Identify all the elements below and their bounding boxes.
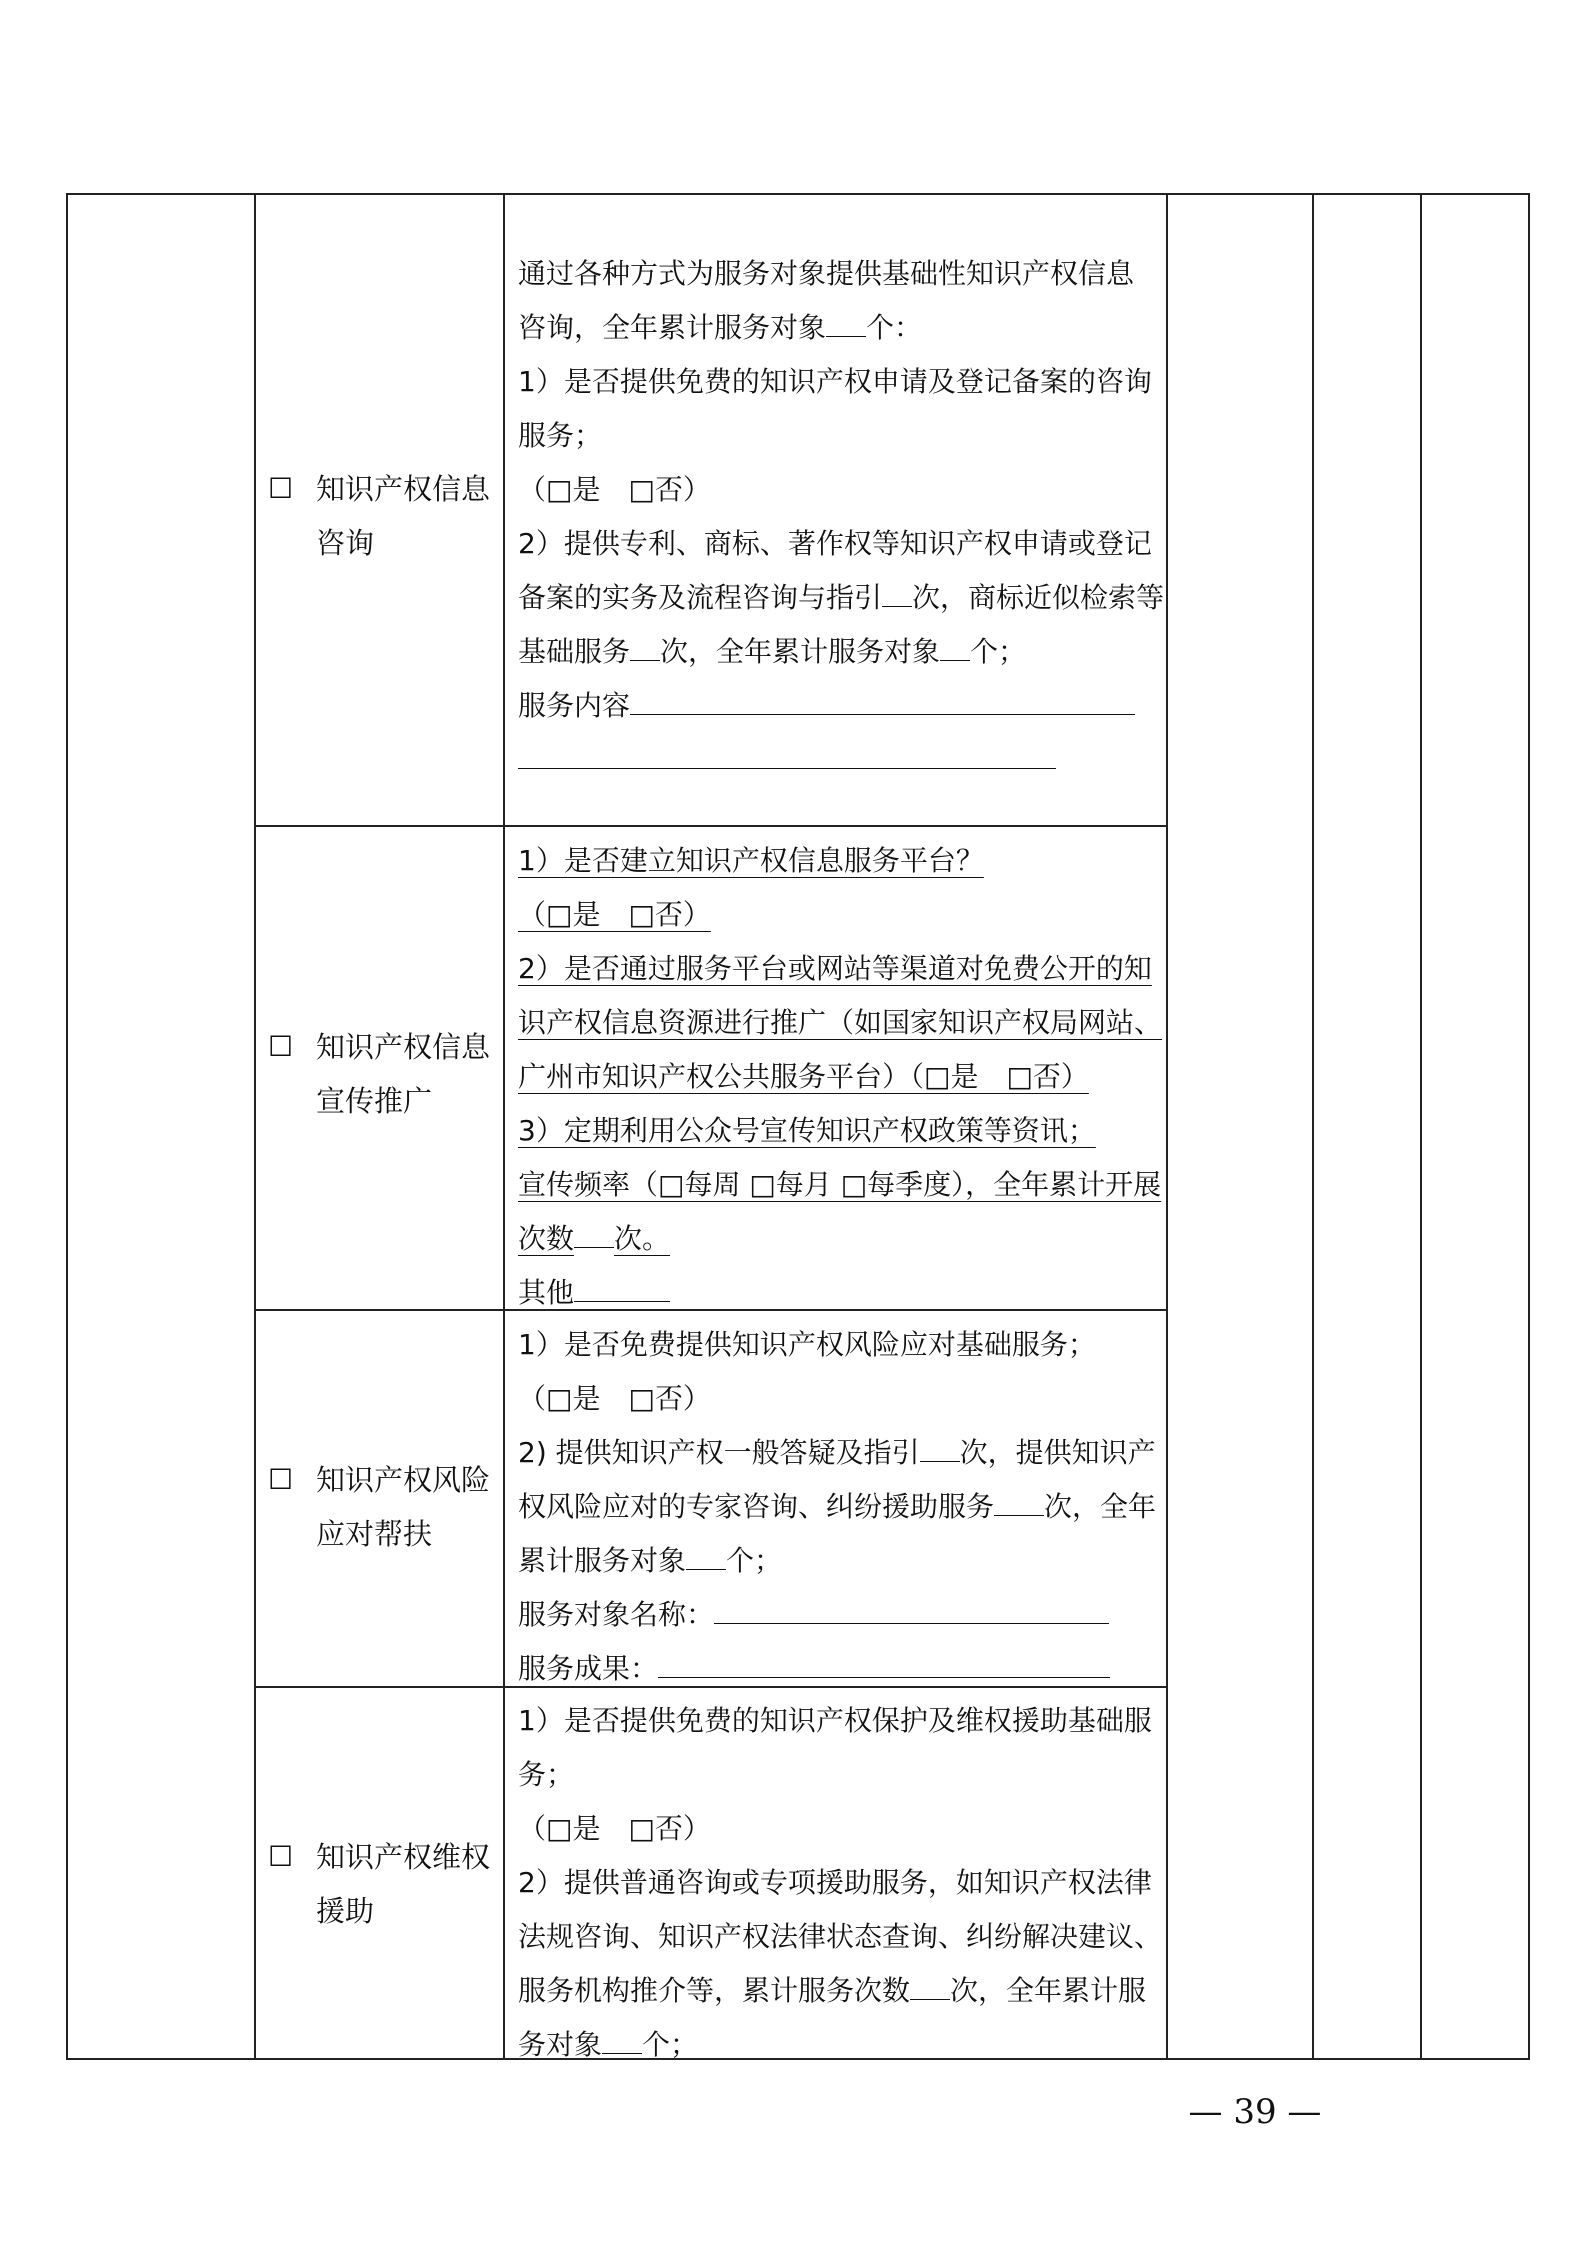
fill-blank[interactable] — [826, 302, 866, 337]
content-line: 基础服务 次，全年累计服务对象 个； — [518, 625, 1158, 679]
fill-blank[interactable] — [882, 572, 912, 607]
content-line: 备案的实务及流程咨询与指引 次，商标近似检索等 — [518, 571, 1158, 625]
category-label-line2: 宣传推广 — [316, 1084, 433, 1118]
content-line: 服务内容 — [518, 679, 1158, 733]
content-ip-rights-assistance — [518, 1694, 1163, 2072]
category-label-line2: 应对帮扶 — [316, 1517, 433, 1551]
content-line: 务对象 个； — [518, 2018, 1158, 2072]
fill-blank[interactable] — [574, 1213, 614, 1248]
service-result-blank[interactable] — [658, 1643, 1110, 1678]
service-target-name-blank[interactable] — [714, 1589, 1109, 1624]
content-line: 服务对象名称： — [518, 1588, 1158, 1642]
fill-blank[interactable] — [920, 1427, 960, 1462]
category-label-line1: 知识产权信息 — [316, 1030, 491, 1064]
content-line: （□是 □否） — [518, 473, 711, 506]
content-ip-info-promotion — [518, 834, 1163, 1320]
content-line: 3）定期利用公众号宣传知识产权政策等资讯； — [518, 1114, 1096, 1147]
page-number: — 39 — — [1188, 2092, 1322, 2132]
category-ip-info-promotion — [268, 1020, 498, 1128]
fill-blank[interactable] — [994, 1481, 1044, 1516]
category-label-line2: 咨询 — [316, 526, 375, 560]
service-content-blank-2[interactable] — [518, 734, 1056, 769]
fill-blank[interactable] — [602, 2019, 642, 2054]
table-top-border — [66, 193, 1530, 195]
content-line: （□是 □否） — [518, 1382, 711, 1415]
content-line: 咨询，全年累计服务对象 个： — [518, 301, 1158, 355]
content-line: 广州市知识产权公共服务平台）（□是 □否） — [518, 1060, 1089, 1093]
content-line: 2）是否通过服务平台或网站等渠道对免费公开的知 — [518, 952, 1152, 985]
category-label-line2: 援助 — [316, 1894, 375, 1928]
content-ip-risk-support — [518, 1318, 1158, 1696]
category-label-line1: 知识产权维权 — [316, 1840, 491, 1874]
category-ip-rights-assistance — [268, 1830, 498, 1938]
fill-blank[interactable] — [940, 626, 970, 661]
category-label-line1: 知识产权风险 — [316, 1463, 491, 1497]
content-line: 2) 提供知识产权一般答疑及指引 次，提供知识产 — [518, 1426, 1158, 1480]
column-divider-3 — [1166, 193, 1168, 2060]
content-line: 2）提供专利、商标、著作权等知识产权申请或登记 — [518, 527, 1152, 560]
content-line: 2）提供普通咨询或专项援助服务，如知识产权法律 — [518, 1866, 1152, 1899]
checkbox-ip-info-consulting[interactable]: ☐ — [268, 472, 294, 505]
column-divider-2 — [503, 193, 505, 2060]
content-line: 务； — [518, 1758, 575, 1791]
content-line: （□是 □否） — [518, 898, 711, 931]
category-ip-risk-support — [268, 1453, 498, 1561]
content-line: 累计服务对象 个； — [518, 1534, 1158, 1588]
fill-blank[interactable] — [630, 626, 660, 661]
content-line: 通过各种方式为服务对象提供基础性知识产权信息 — [518, 257, 1135, 290]
content-line: 1）是否提供免费的知识产权申请及登记备案的咨询 — [518, 365, 1152, 398]
checkbox-ip-rights-assistance[interactable]: ☐ — [268, 1840, 294, 1873]
column-divider-4 — [1312, 193, 1314, 2060]
column-divider-1 — [254, 193, 256, 2060]
content-line: 1）是否建立知识产权信息服务平台？ — [518, 844, 984, 877]
content-line: 1）是否免费提供知识产权风险应对基础服务； — [518, 1328, 1096, 1361]
checkbox-ip-risk-support[interactable]: ☐ — [268, 1463, 294, 1496]
content-line — [518, 733, 1158, 787]
content-line: 服务机构推介等，累计服务次数 次，全年累计服 — [518, 1964, 1158, 2018]
content-line: 权风险应对的专家咨询、纠纷援助服务 次，全年 — [518, 1480, 1158, 1534]
content-line: 宣传频率（□每周 □每月 □每季度），全年累计开展 — [518, 1168, 1162, 1201]
category-label-line1: 知识产权信息 — [316, 472, 491, 506]
fill-blank[interactable] — [910, 1965, 950, 2000]
content-line: 服务； — [518, 419, 603, 452]
content-line: 法规咨询、知识产权法律状态查询、纠纷解决建议、 — [518, 1920, 1163, 1953]
category-ip-info-consulting — [268, 462, 498, 570]
other-blank[interactable] — [574, 1267, 670, 1302]
table-right-border — [1528, 193, 1530, 2060]
fill-blank[interactable] — [686, 1535, 726, 1570]
content-line: 次数 次。 — [518, 1212, 1158, 1266]
content-line: 1）是否提供免费的知识产权保护及维权援助基础服 — [518, 1704, 1152, 1737]
content-line: （□是 □否） — [518, 1812, 711, 1845]
checkbox-ip-info-promotion[interactable]: ☐ — [268, 1030, 294, 1063]
content-line: 其他 — [518, 1266, 1158, 1320]
table-left-border — [66, 193, 68, 2060]
row-divider-1 — [254, 825, 1168, 827]
column-divider-5 — [1420, 193, 1422, 2060]
content-line: 识产权信息资源进行推广（如国家知识产权局网站、 — [518, 1006, 1163, 1039]
content-ip-info-consulting — [518, 247, 1165, 787]
content-line: 服务成果： — [518, 1642, 1158, 1696]
service-content-blank[interactable] — [630, 680, 1135, 715]
